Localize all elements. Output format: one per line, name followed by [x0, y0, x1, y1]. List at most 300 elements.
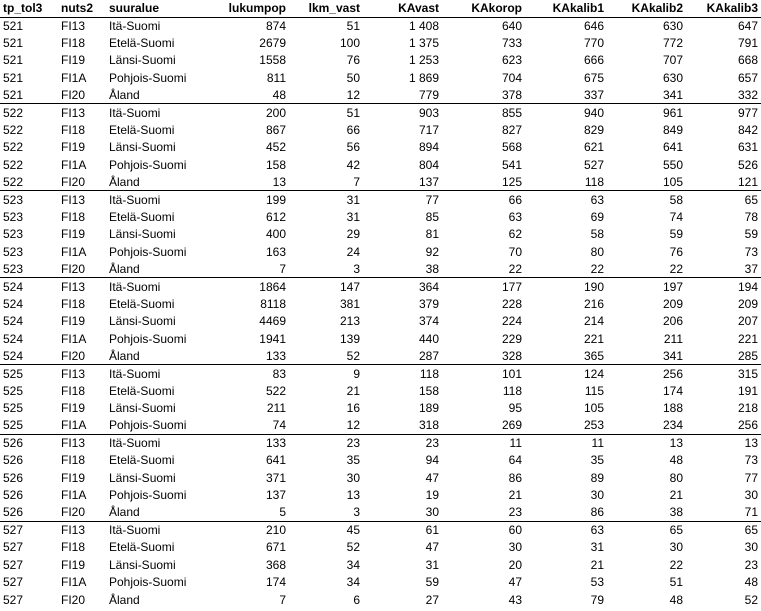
cell-kakalib3: 191: [737, 383, 758, 398]
cell-kakalib1: 253: [525, 417, 607, 434]
cell-tp-tol3: 522: [3, 105, 24, 120]
cell-lkm-vast: 34: [346, 557, 360, 572]
cell-lkm-vast: 24: [346, 244, 360, 259]
cell-lkm-vast: 56: [346, 140, 360, 155]
cell-lukumpop: 867: [265, 123, 286, 138]
table-row: [0, 260, 761, 277]
cell-tp-tol3: 524: [3, 296, 24, 311]
header-row: [0, 0, 761, 17]
cell-kakalib3: 631: [737, 140, 758, 155]
cell-kakalib3: 285: [686, 347, 761, 364]
cell-suuralue: Länsi-Suomi: [109, 53, 176, 68]
cell-nuts2: FI18: [61, 453, 86, 468]
column-header-kakalib1: KAkalib1: [525, 0, 607, 17]
row-group: [0, 17, 761, 104]
cell-kavast: 47: [425, 470, 439, 485]
cell-suuralue: Länsi-Suomi: [109, 557, 176, 572]
cell-lukumpop: 1864: [259, 279, 286, 294]
cell-suuralue: Åland: [106, 87, 218, 104]
cell-kakalib1: 646: [583, 18, 604, 33]
cell-kakorop: 855: [501, 105, 522, 120]
cell-kakalib2: 76: [669, 244, 683, 259]
cell-nuts2: FI19: [61, 140, 86, 155]
cell-tp-tol3: 524: [0, 347, 58, 364]
cell-suuralue: Pohjois-Suomi: [109, 488, 187, 503]
table-row: [0, 34, 761, 51]
cell-kakorop: 70: [508, 244, 522, 259]
cell-kakalib3: 13: [744, 436, 758, 451]
cell-kakorop: 63: [508, 209, 522, 224]
cell-kakalib2: 849: [662, 123, 683, 138]
cell-suuralue: Länsi-Suomi: [109, 401, 176, 416]
cell-lukumpop: 137: [265, 488, 286, 503]
cell-kakalib2: 188: [662, 401, 683, 416]
cell-lukumpop: 452: [265, 140, 286, 155]
cell-tp-tol3: 521: [3, 18, 24, 33]
cell-nuts2: FI13: [61, 436, 86, 451]
table-row: [0, 365, 761, 382]
table-row: [0, 243, 761, 260]
cell-lkm-vast: 51: [346, 105, 360, 120]
cell-kavast: 1 253: [408, 53, 439, 68]
cell-lkm-vast: 381: [339, 296, 360, 311]
cell-kakorop: 733: [501, 36, 522, 51]
cell-suuralue: Itä-Suomi: [109, 105, 161, 120]
cell-kavast: 440: [418, 331, 439, 346]
cell-suuralue: Etelä-Suomi: [109, 383, 175, 398]
cell-lukumpop: 48: [218, 87, 289, 104]
cell-lukumpop: 368: [265, 557, 286, 572]
cell-lkm-vast: 35: [346, 453, 360, 468]
column-header-kakorop: KAkorop: [442, 0, 525, 17]
cell-lukumpop: 199: [265, 192, 286, 207]
cell-kakorop: 66: [508, 192, 522, 207]
cell-kakalib2: 51: [669, 575, 683, 590]
cell-lukumpop: 200: [265, 105, 286, 120]
cell-suuralue: Itä-Suomi: [109, 436, 161, 451]
cell-kakalib3: 121: [686, 174, 761, 191]
cell-lukumpop: 1558: [259, 53, 286, 68]
table-row: [0, 226, 761, 243]
cell-kakalib1: 89: [590, 470, 604, 485]
table-row: [0, 104, 761, 121]
table-row: [0, 278, 761, 295]
cell-kakorop: 30: [508, 540, 522, 555]
cell-kakalib3: 59: [744, 227, 758, 242]
cell-tp-tol3: 526: [3, 470, 24, 485]
cell-lukumpop: 874: [265, 18, 286, 33]
cell-kavast: 379: [418, 296, 439, 311]
cell-kavast: 158: [418, 383, 439, 398]
cell-lukumpop: 400: [265, 227, 286, 242]
table-row: [0, 434, 761, 451]
table-row: [0, 174, 761, 191]
cell-nuts2: FI18: [61, 296, 86, 311]
cell-tp-tol3: 526: [3, 453, 24, 468]
column-header-lkm-vast: lkm_vast: [289, 0, 363, 17]
cell-kakalib2: 105: [607, 174, 686, 191]
cell-suuralue: Pohjois-Suomi: [109, 331, 187, 346]
cell-kakalib2: 550: [662, 157, 683, 172]
cell-lukumpop: 7: [279, 592, 286, 607]
cell-lukumpop: 2679: [259, 36, 286, 51]
column-header-suuralue: suuralue: [106, 0, 218, 17]
cell-kakalib3: 73: [744, 244, 758, 259]
cell-kakalib1: 118: [525, 174, 607, 191]
cell-kavast: 189: [418, 401, 439, 416]
cell-suuralue: Itä-Suomi: [109, 192, 161, 207]
cell-lkm-vast: 45: [346, 523, 360, 538]
cell-tp-tol3: 524: [3, 331, 24, 346]
cell-kakalib2: 211: [663, 331, 683, 346]
table-header: [0, 0, 761, 17]
cell-nuts2: FI1A: [58, 417, 106, 434]
table-row: [0, 330, 761, 347]
cell-kakalib3: 207: [737, 314, 758, 329]
cell-suuralue: Åland: [106, 347, 218, 364]
cell-nuts2: FI20: [61, 592, 86, 607]
cell-kakorop: 378: [442, 87, 525, 104]
cell-kakalib1: 124: [583, 366, 604, 381]
cell-suuralue: Etelä-Suomi: [109, 453, 175, 468]
cell-kakalib2: 772: [662, 36, 683, 51]
cell-kakalib3: 668: [737, 53, 758, 68]
cell-nuts2: FI19: [61, 557, 86, 572]
cell-kavast: 47: [425, 540, 439, 555]
cell-kakorop: 118: [502, 383, 522, 398]
cell-kakorop: 125: [442, 174, 525, 191]
cell-kakorop: 64: [508, 453, 522, 468]
cell-kakorop: 62: [508, 227, 522, 242]
table-row: [0, 452, 761, 469]
table-row: [0, 139, 761, 156]
table-row: [0, 347, 761, 364]
cell-lkm-vast: 7: [289, 174, 363, 191]
cell-kakalib1: 829: [583, 123, 604, 138]
cell-tp-tol3: 523: [3, 244, 24, 259]
cell-lkm-vast: 6: [353, 592, 360, 607]
cell-kakalib2: 206: [662, 314, 683, 329]
cell-suuralue: Etelä-Suomi: [109, 209, 175, 224]
cell-tp-tol3: 525: [0, 417, 58, 434]
cell-kakorop: 177: [501, 279, 522, 294]
cell-lukumpop: 8118: [260, 296, 286, 311]
cell-kakalib2: 256: [662, 366, 683, 381]
table-row: [0, 87, 761, 104]
cell-kakalib1: 115: [584, 383, 604, 398]
table-row: [0, 591, 761, 608]
cell-kakalib3: 647: [737, 18, 758, 33]
cell-suuralue: Pohjois-Suomi: [109, 70, 187, 85]
cell-kakalib2: 630: [662, 18, 683, 33]
cell-kavast: 717: [418, 123, 439, 138]
cell-lkm-vast: 13: [346, 488, 360, 503]
cell-lukumpop: 5: [218, 504, 289, 521]
cell-kakalib3: 221: [737, 331, 758, 346]
table-row: [0, 191, 761, 208]
cell-kakorop: 21: [508, 488, 522, 503]
cell-tp-tol3: 523: [0, 260, 58, 277]
cell-nuts2: FI19: [61, 314, 86, 329]
cell-kakalib3: 73: [744, 453, 758, 468]
cell-tp-tol3: 527: [3, 592, 24, 607]
cell-kakorop: 568: [501, 140, 522, 155]
cell-suuralue: Etelä-Suomi: [109, 123, 175, 138]
cell-kakalib2: 48: [669, 453, 683, 468]
cell-lkm-vast: 9: [353, 366, 360, 381]
row-group: [0, 104, 761, 191]
cell-lukumpop: 174: [265, 575, 286, 590]
cell-kakorop: 640: [501, 18, 522, 33]
cell-kakalib2: 234: [607, 417, 686, 434]
cell-lkm-vast: 51: [346, 18, 360, 33]
cell-nuts2: FI18: [61, 383, 86, 398]
cell-tp-tol3: 527: [3, 540, 24, 555]
cell-kakalib3: 209: [737, 296, 758, 311]
cell-kakalib1: 79: [590, 592, 604, 607]
cell-tp-tol3: 523: [3, 227, 24, 242]
cell-lukumpop: 4469: [259, 314, 286, 329]
cell-kakalib3: 526: [737, 157, 758, 172]
cell-lukumpop: 133: [265, 436, 286, 451]
cell-kavast: 19: [425, 488, 439, 503]
cell-kakalib1: 221: [583, 331, 604, 346]
cell-kakalib1: 35: [590, 453, 604, 468]
cell-suuralue: Itä-Suomi: [109, 279, 161, 294]
cell-kakalib3: 48: [744, 575, 758, 590]
cell-kavast: 61: [425, 523, 439, 538]
column-header-kakalib2: KAkalib2: [607, 0, 686, 17]
cell-kakalib2: 65: [669, 523, 683, 538]
cell-kakalib2: 707: [662, 53, 683, 68]
cell-nuts2: FI18: [61, 123, 86, 138]
cell-suuralue: Itä-Suomi: [109, 523, 161, 538]
cell-kakalib3: 256: [686, 417, 761, 434]
cell-nuts2: FI19: [61, 53, 86, 68]
cell-kakalib1: 22: [525, 260, 607, 277]
cell-suuralue: Åland: [109, 592, 140, 607]
cell-lkm-vast: 29: [346, 227, 360, 242]
cell-lukumpop: 211: [266, 401, 286, 416]
cell-kakorop: 541: [501, 157, 522, 172]
cell-tp-tol3: 522: [3, 157, 24, 172]
cell-tp-tol3: 524: [3, 314, 24, 329]
table-row: [0, 208, 761, 225]
cell-tp-tol3: 522: [3, 140, 24, 155]
table-row: [0, 521, 761, 538]
row-group: [0, 521, 761, 608]
cell-kakalib3: 71: [686, 504, 761, 521]
cell-nuts2: FI18: [61, 209, 86, 224]
cell-kakalib1: 80: [590, 244, 604, 259]
cell-kakalib1: 214: [583, 314, 604, 329]
cell-tp-tol3: 522: [3, 123, 24, 138]
table-row: [0, 539, 761, 556]
cell-tp-tol3: 523: [3, 192, 24, 207]
cell-kakalib2: 641: [662, 140, 683, 155]
cell-nuts2: FI1A: [61, 575, 87, 590]
cell-kakalib2: 22: [607, 260, 686, 277]
cell-kakalib3: 332: [686, 87, 761, 104]
cell-kakalib2: 21: [669, 488, 683, 503]
cell-lkm-vast: 100: [339, 36, 360, 51]
cell-lkm-vast: 12: [289, 417, 363, 434]
cell-kavast: 374: [418, 314, 439, 329]
cell-kakalib3: 218: [737, 401, 758, 416]
table-row: [0, 417, 761, 434]
cell-lukumpop: 83: [272, 366, 286, 381]
cell-tp-tol3: 525: [3, 366, 24, 381]
cell-kavast: 903: [418, 105, 439, 120]
cell-kakalib1: 11: [591, 436, 604, 451]
cell-tp-tol3: 521: [3, 36, 24, 51]
cell-kavast: 779: [363, 87, 442, 104]
cell-lkm-vast: 3: [289, 260, 363, 277]
column-header-tp-tol3: tp_tol3: [0, 0, 58, 17]
cell-kavast: 92: [425, 244, 439, 259]
cell-kakalib2: 30: [669, 540, 683, 555]
cell-tp-tol3: 524: [3, 279, 24, 294]
cell-nuts2: FI1A: [61, 157, 87, 172]
cell-kakalib1: 770: [583, 36, 604, 51]
cell-kakalib3: 30: [744, 540, 758, 555]
cell-kakalib1: 190: [583, 279, 604, 294]
cell-nuts2: FI19: [61, 470, 86, 485]
cell-suuralue: Etelä-Suomi: [109, 540, 175, 555]
cell-kakalib1: 621: [583, 140, 604, 155]
cell-nuts2: FI1A: [61, 244, 87, 259]
cell-kavast: 31: [425, 557, 439, 572]
cell-suuralue: Etelä-Suomi: [109, 296, 175, 311]
cell-kakalib2: 209: [662, 296, 683, 311]
cell-kakalib2: 80: [669, 470, 683, 485]
cell-tp-tol3: 522: [0, 174, 58, 191]
cell-kakalib1: 21: [590, 557, 604, 572]
cell-nuts2: FI1A: [61, 331, 87, 346]
cell-kakalib3: 78: [744, 209, 758, 224]
cell-nuts2: FI20: [58, 260, 106, 277]
cell-kakalib2: 48: [669, 592, 683, 607]
cell-kakalib2: 58: [669, 192, 683, 207]
cell-lukumpop: 811: [266, 70, 286, 85]
cell-nuts2: FI20: [58, 174, 106, 191]
cell-lkm-vast: 76: [346, 53, 360, 68]
table-row: [0, 504, 761, 521]
cell-kavast: 364: [418, 279, 439, 294]
cell-kakalib2: 13: [669, 436, 683, 451]
cell-lkm-vast: 139: [339, 331, 360, 346]
cell-lukumpop: 74: [218, 417, 289, 434]
cell-kakalib1: 31: [590, 540, 604, 555]
cell-lukumpop: 371: [265, 470, 286, 485]
cell-kakalib2: 630: [662, 70, 683, 85]
cell-kavast: 81: [425, 227, 439, 242]
cell-lkm-vast: 52: [346, 540, 360, 555]
cell-tp-tol3: 526: [0, 504, 58, 521]
cell-lukumpop: 210: [265, 523, 286, 538]
cell-lukumpop: 7: [218, 260, 289, 277]
cell-kakalib2: 961: [662, 105, 683, 120]
cell-tp-tol3: 525: [3, 383, 24, 398]
cell-lukumpop: 612: [265, 209, 286, 224]
cell-kakorop: 86: [508, 470, 522, 485]
cell-kavast: 287: [363, 347, 442, 364]
cell-nuts2: FI20: [58, 87, 106, 104]
cell-tp-tol3: 521: [3, 53, 24, 68]
cell-kakalib1: 216: [583, 296, 604, 311]
cell-kavast: 77: [425, 192, 439, 207]
cell-suuralue: Åland: [106, 174, 218, 191]
cell-lkm-vast: 21: [346, 383, 360, 398]
cell-nuts2: FI18: [61, 36, 86, 51]
cell-kakalib3: 37: [686, 260, 761, 277]
cell-tp-tol3: 527: [3, 575, 24, 590]
cell-kakalib1: 940: [583, 105, 604, 120]
cell-tp-tol3: 527: [3, 557, 24, 572]
cell-kakalib1: 63: [590, 192, 604, 207]
cell-lukumpop: 671: [265, 540, 286, 555]
cell-kakalib2: 341: [607, 347, 686, 364]
cell-kavast: 137: [363, 174, 442, 191]
cell-kakalib3: 842: [737, 123, 758, 138]
cell-nuts2: FI19: [61, 401, 86, 416]
cell-suuralue: Länsi-Suomi: [109, 227, 176, 242]
cell-lkm-vast: 34: [346, 575, 360, 590]
cell-kakalib2: 59: [669, 227, 683, 242]
cell-kakalib1: 53: [590, 575, 604, 590]
cell-suuralue: Pohjois-Suomi: [109, 575, 187, 590]
cell-kavast: 27: [425, 592, 439, 607]
table-row: [0, 69, 761, 86]
cell-kakalib1: 337: [525, 87, 607, 104]
cell-kakalib3: 657: [737, 70, 758, 85]
cell-tp-tol3: 527: [3, 523, 24, 538]
cell-nuts2: FI13: [61, 523, 86, 538]
cell-kakorop: 224: [501, 314, 522, 329]
cell-kakorop: 704: [501, 70, 522, 85]
cell-kakalib1: 105: [583, 401, 604, 416]
cell-lukumpop: 13: [218, 174, 289, 191]
table-row: [0, 556, 761, 573]
cell-kavast: 85: [425, 209, 439, 224]
cell-lkm-vast: 16: [346, 401, 360, 416]
column-header-kakalib3: KAkalib3: [686, 0, 761, 17]
table-row: [0, 156, 761, 173]
cell-kakalib3: 194: [737, 279, 758, 294]
cell-lkm-vast: 3: [289, 504, 363, 521]
cell-kakalib1: 58: [590, 227, 604, 242]
cell-kakorop: 269: [442, 417, 525, 434]
cell-suuralue: Itä-Suomi: [109, 18, 161, 33]
cell-kakorop: 20: [508, 557, 522, 572]
cell-kakalib1: 86: [525, 504, 607, 521]
cell-kakorop: 22: [442, 260, 525, 277]
cell-kakorop: 60: [508, 523, 522, 538]
cell-kakalib3: 65: [744, 192, 758, 207]
cell-kakalib1: 666: [583, 53, 604, 68]
cell-kavast: 30: [363, 504, 442, 521]
cell-lkm-vast: 42: [346, 157, 360, 172]
cell-lkm-vast: 30: [346, 470, 360, 485]
cell-suuralue: Åland: [106, 260, 218, 277]
cell-lkm-vast: 23: [346, 436, 360, 451]
cell-kakalib3: 65: [744, 523, 758, 538]
cell-kakalib2: 174: [662, 383, 683, 398]
cell-tp-tol3: 521: [0, 87, 58, 104]
cell-kakalib3: 791: [737, 36, 758, 51]
cell-kavast: 94: [425, 453, 439, 468]
cell-nuts2: FI13: [61, 105, 86, 120]
